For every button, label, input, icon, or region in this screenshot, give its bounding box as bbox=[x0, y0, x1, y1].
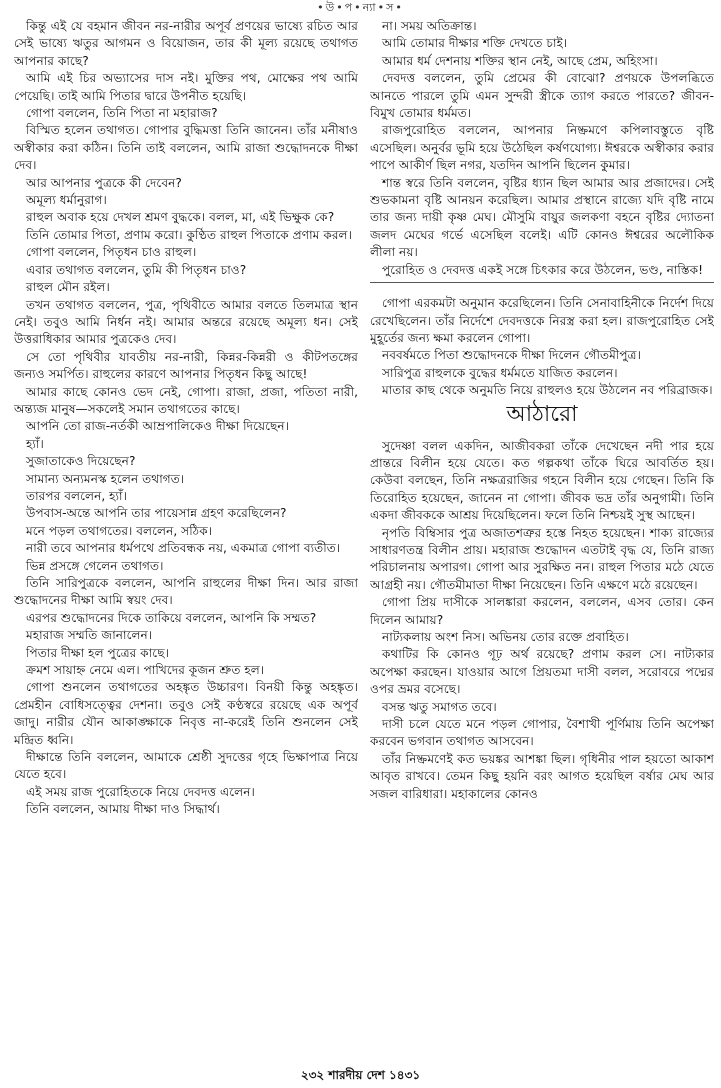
paragraph: তখন তথাগত বললেন, পুত্র, পৃথিবীতে আমার বলতে তিলমাত্র স্থান নেই। তবুও আমি নির্ধন নই। আমার অন্তরে রয়েছে অমূল্য ধন। সেই উত্তরাধিকার আমার পুত্রকেও দেব। bbox=[14, 297, 358, 347]
paragraph: নববর্ষমতে পিতা শুদ্ধোদনকে দীক্ষা দিলেন গৌতমীপুত্র। bbox=[382, 348, 641, 363]
paragraph: আমি এই চির অভ্যাসের দাস নই। মুক্তির পথ, মোক্ষের পথ আমি পেয়েছি। তাই আমি পিতার দ্বারে উপনীত হয়েছি। bbox=[14, 71, 358, 103]
paragraph: রাহুল মৌন রইল। bbox=[26, 280, 110, 295]
page-footer: ২৩২ শারদীয় দেশ ১৪৩১ bbox=[300, 1068, 421, 1082]
paragraph: বিস্মিত হলেন তথাগত। গোপার বুদ্ধিমত্তা তিনি জানেন। তাঁর মনীষাও অস্বীকার করা কঠিন। তিনি তাই বললেন, আমি রাজা শুদ্ধোদনকে দীক্ষা দেব। bbox=[14, 123, 358, 173]
paragraph: সুদেষ্ণা বলল একদিন, আজীবকরা তাঁকে দেখেছেন নদী পার হয়ে প্রান্তরে বিলীন হয়ে যেতে। কত গল্পকথা তাঁকে ঘিরে আবর্তিত হয়। কেউবা বলছেন, তিনি নক্ষত্ররাজির গহনে বিলীন হয়ে গেছেন। তিনি কি তিরোহিত হয়েছেন, জানেন না গোপা। জীবক ভদ্র তাঁর অনুগামী। তিনি একদা জীবককে আশ্রয় দিয়েছিলেন। ফলে তিনি নিশ্চয়ই সুস্থ আছেন। bbox=[370, 438, 714, 523]
paragraph: নারী তবে আপনার ধর্মপথে প্রতিবন্ধক নয়, একমাত্র গোপা ব্যতীত। bbox=[26, 541, 341, 556]
paragraph: ভিন্ন প্রসঙ্গে গেলেন তথাগত। bbox=[26, 558, 164, 573]
paragraph: তিনি তোমার পিতা, প্রণাম করো। কুণ্ঠিত রাহুল পিতাকে প্রণাম করল। bbox=[26, 227, 352, 242]
paragraph: দাসী চলে যেতে মনে পড়ল গোপার, বৈশাখী পূর্ণিমায় তিনি অপেক্ষা করবেন ভগবান তথাগত আসবেন। bbox=[370, 717, 714, 749]
paragraph: মাতার কাছ থেকে অনুমতি নিয়ে রাহুলও হয়ে উঠলেন নব পরিব্রাজক। bbox=[382, 383, 713, 398]
paragraph: উপবাস-অন্তে আপনি তার পায়েসান্ন গ্রহণ করেছিলেন? bbox=[26, 506, 287, 521]
paragraph: দেবদত্ত বললেন, তুমি প্রেমের কী বোঝো? প্রণয়কে উপলব্ধিতে আনতে পারলে তুমি এমন সুন্দরী স্ত্রীকে ত্যাগ করতে পারতে? জীবন-বিমুখ তোমার ধর্মমত। bbox=[370, 71, 714, 121]
paragraph: গোপা বললেন, পিতৃধন চাও রাহুল। bbox=[26, 245, 197, 260]
paragraph: পিতার দীক্ষা হল পুত্রের কাছে। bbox=[26, 645, 169, 660]
paragraph: আপনি তো রাজ-নর্তকী আম্রপালিকেও দীক্ষা দিয়েছেন। bbox=[26, 419, 290, 434]
paragraph: এরপর শুদ্ধোদনের দিকে তাকিয়ে বললেন, আপনি কি সম্মত? bbox=[26, 610, 317, 625]
paragraph: নৃপতি বিম্বিসার পুত্র অজাতশত্রুর হস্তে নিহত হয়েছেন। শাক্য রাজ্যের সাধারণতন্ত্র বিলীন প্রায়। মহারাজ শুদ্ধোদন এতটাই বৃদ্ধ যে, তিনি রাজ্য পরিচালনায় অপারগ। গোপা আর সুরক্ষিত নন। রাহুল পিতার মঠে যেতে আগ্রহী নয়। গৌতমীমাতা দীক্ষা নিয়েছেন। তিনি এক্ষণে মঠে রয়েছেন। bbox=[370, 525, 714, 592]
paragraph: না। সময় অতিক্রান্ত। bbox=[382, 19, 477, 33]
paragraph: বসন্ত ঋতু সমাগত তবে। bbox=[382, 699, 497, 714]
paragraph: রাহুল অবাক হয়ে দেখল শ্রমণ বুদ্ধকে। বলল, মা, এই ভিক্ষুক কে? bbox=[26, 210, 335, 225]
paragraph: কথাটির কি কোনও গূঢ় অর্থ রয়েছে? প্রণাম করল সে। নাট্যকার অপেক্ষা করছেন। যাওয়ার আগে প্রিয়তমা দাসী বলল, সরোবরে পদ্মের ওপর ভ্রমর বসেছে। bbox=[370, 647, 714, 697]
paragraph: অমূল্য ধর্মানুরাগ। bbox=[26, 193, 107, 208]
right-column bbox=[370, 18, 714, 1064]
paragraph: তাঁর নিষ্ক্রমণেই কত ভয়ঙ্কর আশঙ্কা ছিল। গৃধিনীর পাল হয়তো আকাশ আবৃত রাখবে। তেমন কিছু হয়নি বরং আগত হয়েছিল বর্ষার মেঘ আর সজল বারিধারা। মহাকালের কোনও bbox=[370, 751, 714, 801]
paragraph: ক্রমশ সায়াহ্ন নেমে এল। পাখিদের কূজন শ্রুত হল। bbox=[26, 663, 265, 678]
paragraph: এই সময় রাজ পুরোহিতকে নিয়ে দেবদত্ত এলেন। bbox=[26, 784, 255, 799]
paragraph: কিন্তু এই যে বহমান জীবন নর-নারীর অপূর্ব প্রণয়ের ভাষ্যে রচিত আর সেই ভাষ্যে ঋতুর আগমন ও বিয়োজন, তার কী মূল্য রয়েছে তথাগত আপনার কাছে? bbox=[14, 19, 358, 68]
paragraph: গোপা এরকমটা অনুমান করেছিলেন। তিনি সেনাবাহিনীকে নির্দেশ দিয়ে রেখেছিলেন। তাঁর নির্দেশে দেবদত্তকে নিরস্ত্র করা হল। রাজপুরোহিত সেই মুহূর্তের জন্য ক্ষমা করলেন গোপা। bbox=[370, 296, 714, 345]
paragraph: সে তো পৃথিবীর যাবতীয় নর-নারী, কিন্নর-কিন্নরী ও কীটপতঙ্গের জন্যও সমর্পিত। রাহুলের কারণে আপনার পিতৃধন কিছু আছে! bbox=[14, 349, 358, 382]
paragraph: গোপা প্রিয় দাসীকে সালঙ্কারা করলেন, বললেন, এসব তোর। কেন দিলেন আমায়? bbox=[370, 595, 714, 627]
paragraph: তারপর বললেন, হ্যাঁ। bbox=[26, 488, 127, 503]
article-body bbox=[14, 18, 714, 1064]
paragraph: পুরোহিত ও দেবদত্ত একই সঙ্গে চিৎকার করে উঠলেন, ভণ্ড, নাস্তিক! bbox=[382, 262, 704, 277]
section-divider bbox=[370, 282, 714, 283]
running-header: •উ•প•ন্যা•স• bbox=[317, 1, 404, 14]
paragraph: মনে পড়ল তথাগতের। বললেন, সঠিক। bbox=[26, 523, 213, 538]
left-column bbox=[14, 18, 358, 1064]
paragraph: তিনি সারিপুত্রকে বললেন, আপনি রাহুলের দীক্ষা দিন। আর রাজা শুদ্ধোদনের দীক্ষা আমি স্বয়ং দেব। bbox=[14, 576, 358, 608]
paragraph: সামান্য অন্যমনস্ক হলেন তথাগত। bbox=[26, 471, 185, 486]
paragraph: হ্যাঁ। bbox=[26, 436, 44, 451]
paragraph: আর আপনার পুত্রকে কী দেবেন? bbox=[26, 175, 182, 190]
paragraph: মহারাজ সম্মতি জানালেন। bbox=[26, 628, 153, 643]
paragraph: দীক্ষান্তে তিনি বললেন, আমাকে শ্রেষ্ঠী সুদত্তের গৃহে ভিক্ষাপাত্র নিয়ে যেতে হবে। bbox=[14, 750, 358, 782]
paragraph: তিনি বললেন, আমায় দীক্ষা দাও সিদ্ধার্থ। bbox=[26, 802, 220, 817]
paragraph: আমার কাছে কোনও ভেদ নেই, গোপা। রাজা, প্রজা, পতিতা নারী, অন্ত্যজ মানুষ—সকলেই সমান তথাগতের কাছে। bbox=[14, 384, 358, 416]
paragraph: এবার তথাগত বললেন, তুমি কী পিতৃধন চাও? bbox=[26, 262, 247, 277]
paragraph: গোপা বললেন, তিনি পিতা না মহারাজ? bbox=[26, 106, 218, 121]
paragraph: নাট্যকলায় অংশ নিস। অভিনয় তোর রক্তে প্রবাহিত। bbox=[382, 630, 629, 644]
paragraph: সারিপুত্র রাহুলকে বুদ্ধের ধর্মমতে যাজিত করলেন। bbox=[382, 365, 618, 380]
chapter-heading: আঠারো bbox=[506, 401, 578, 427]
paragraph: সুজাতাকেও দিয়েছেন? bbox=[26, 454, 136, 469]
paragraph: গোপা শুনলেন তথাগতের অহঙ্কৃত উচ্চারণ। বিনয়ী কিন্তু অহঙ্কৃত। প্রেমহীন বোধিসত্ত্বের দেশনা। তবুও সেই কণ্ঠস্বরে রয়েছে এক অপূর্ব জাদু। নারীর যৌন আকাঙ্ক্ষাকে নিবৃত্ত না-করেই তিনি শুনলেন সেই মন্দ্রিত ধ্বনি। bbox=[14, 680, 358, 747]
paragraph: শান্ত স্বরে তিনি বললেন, বৃষ্টির ধ্যান ছিল আমার আর প্রজাদের। সেই শুভকামনা বৃষ্টি আনয়ন করেছিল। আমার প্রস্থানে রাজ্যে যদি বৃষ্টি নামে তার জন্য দায়ী কৃষ্ণ মেঘ। মৌসুমি বায়ুর জলকণা বহনে বৃষ্টির দ্যোতনা জলদ মেঘের গর্ভে এসেছিল বলেই। এটি কোনও ঈশ্বরের অলৌকিক লীলা নয়। bbox=[370, 175, 714, 260]
paragraph: আমার ধর্ম দেশনায় শক্তির স্থান নেই, আছে প্রেম, অহিংসা। bbox=[382, 53, 658, 68]
paragraph: আমি তোমার দীক্ষার শক্তি দেখতে চাই। bbox=[382, 36, 568, 51]
paragraph: রাজপুরোহিত বললেন, আপনার নিষ্ক্রমণে কপিলাবস্তুতে বৃষ্টি এসেছিল। অনুর্বর ভূমি হয়ে উঠেছিল কর্ষণযোগ্য। ঈশ্বরকে অস্বীকার করার পাপে আকীর্ণ ছিল নগর, যতদিন আপনি ছিলেন কুমার। bbox=[370, 123, 714, 173]
